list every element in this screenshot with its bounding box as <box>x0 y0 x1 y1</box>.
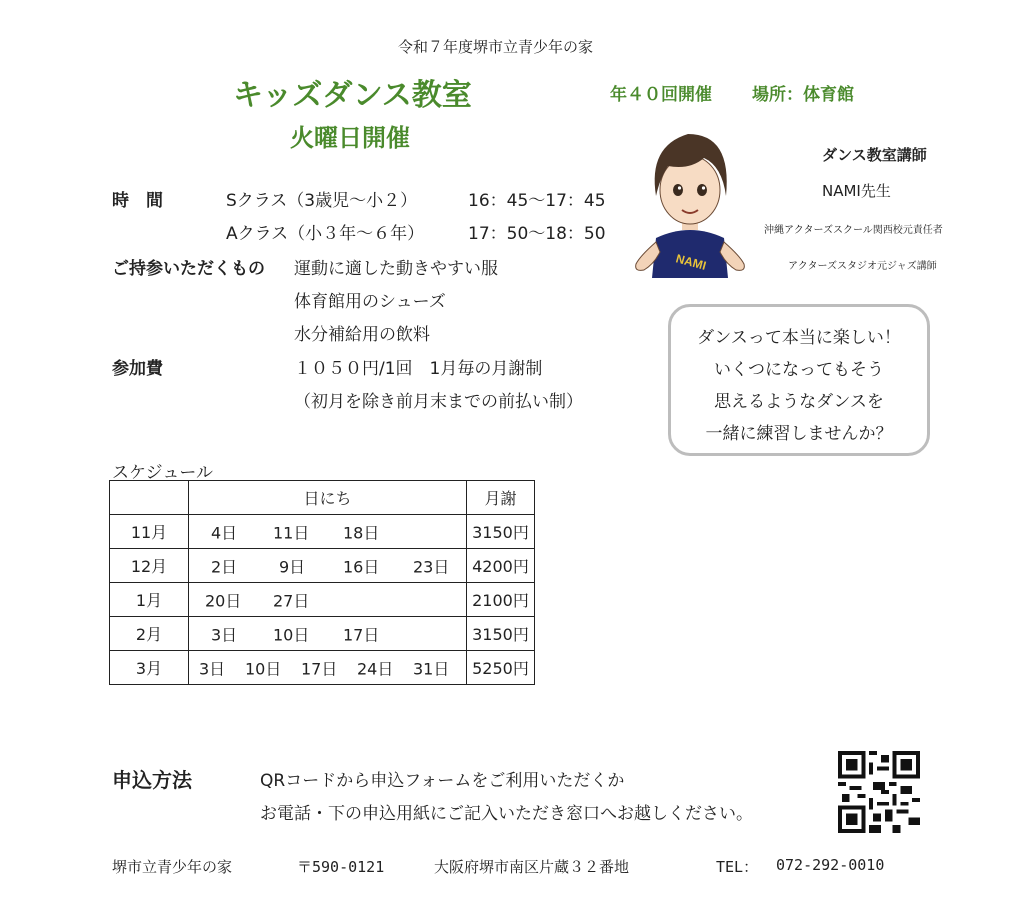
date-item: 31日 <box>413 659 450 678</box>
session-count: 年４０回開催 <box>610 85 712 105</box>
footer-postal: 〒590-0121 <box>297 858 385 876</box>
table-row <box>110 515 535 549</box>
bubble-line-3: 思えるようなダンスを <box>714 392 884 412</box>
fee-cell: 4200円 <box>467 549 535 583</box>
page-subtitle: 火曜日開催 <box>290 124 410 152</box>
footer-address: 大阪府堺市南区片蔵３２番地 <box>434 858 630 876</box>
qr-code-icon[interactable] <box>838 751 920 833</box>
table-row <box>110 549 535 583</box>
fee-line-1: １０５０円/1回 1月毎の月謝制 <box>294 359 543 379</box>
instructor-career-2: アクターズスタジオ元ジャズ講師 <box>788 261 937 272</box>
dates-cell <box>189 651 467 685</box>
instructor-illustration <box>630 126 750 278</box>
date-item: 17日 <box>301 659 338 678</box>
bubble-line-2: いくつになってもそう <box>714 360 884 380</box>
shirt-logo: NAMI <box>674 251 708 273</box>
class-s: Sクラス（3歳児～小２） <box>226 191 418 211</box>
bring-item-3: 水分補給用の飲料 <box>294 325 430 345</box>
apply-label: 申込方法 <box>112 768 192 792</box>
page-title: キッズダンス教室 <box>233 78 472 113</box>
date-item: 17日 <box>343 625 380 644</box>
class-a: Aクラス（小３年～６年） <box>226 224 425 244</box>
schedule-table <box>109 480 535 685</box>
table-header-dates: 日にち <box>189 481 467 515</box>
month-cell: 11月 <box>110 515 189 549</box>
date-item: 10日 <box>273 625 310 644</box>
table-row <box>110 617 535 651</box>
table-header-fee: 月謝 <box>467 481 535 515</box>
time-label: 時 間 <box>112 191 163 211</box>
bring-item-2: 体育館用のシューズ <box>294 292 446 312</box>
month-cell: 3月 <box>110 651 189 685</box>
month-cell: 1月 <box>110 583 189 617</box>
class-a-time: 17：50～18：50 <box>468 224 606 244</box>
bubble-line-1: ダンスって本当に楽しい！ <box>697 328 901 348</box>
schedule-caption: スケジュール <box>112 463 213 483</box>
class-s-time: 16：45～17：45 <box>468 191 606 211</box>
date-item: 9日 <box>279 557 306 576</box>
fee-line-2: （初月を除き前月末までの前払い制） <box>294 392 583 412</box>
date-item: 3日 <box>211 625 238 644</box>
month-cell: 12月 <box>110 549 189 583</box>
date-item: 3日 <box>199 659 226 678</box>
date-item: 20日 <box>205 591 242 610</box>
date-item: 2日 <box>211 557 238 576</box>
date-item: 4日 <box>211 523 238 542</box>
fee-label: 参加費 <box>112 359 163 379</box>
table-header-month <box>110 481 189 515</box>
footer-tel-label: TEL： <box>716 858 759 876</box>
instructor-name: NAMI先生 <box>822 182 891 200</box>
footer-org: 堺市立青少年の家 <box>112 858 233 876</box>
fee-cell: 3150円 <box>467 515 535 549</box>
dates-cell <box>189 515 467 549</box>
instructor-role: ダンス教室講師 <box>822 146 927 164</box>
date-item: 10日 <box>245 659 282 678</box>
apply-line-2: お電話・下の申込用紙にご記入いただき窓口へお越しください。 <box>260 804 753 824</box>
org-year-heading: 令和７年度堺市立青少年の家 <box>398 38 594 56</box>
dates-cell <box>189 617 467 651</box>
date-item: 24日 <box>357 659 394 678</box>
table-row <box>110 583 535 617</box>
footer-tel[interactable]: 072-292-0010 <box>776 856 885 874</box>
instructor-career-1: 沖縄アクターズスクール関西校元責任者 <box>764 225 943 236</box>
table-header-row <box>110 481 535 515</box>
date-item: 23日 <box>413 557 450 576</box>
date-item: 11日 <box>273 523 310 542</box>
bring-label: ご持参いただくもの <box>112 259 265 279</box>
dates-cell <box>189 583 467 617</box>
fee-cell: 3150円 <box>467 617 535 651</box>
date-item: 16日 <box>343 557 380 576</box>
fee-cell: 5250円 <box>467 651 535 685</box>
bring-item-1: 運動に適した動きやすい服 <box>294 259 498 279</box>
date-item: 27日 <box>273 591 310 610</box>
date-item: 18日 <box>343 523 380 542</box>
table-row <box>110 651 535 685</box>
dates-cell <box>189 549 467 583</box>
month-cell: 2月 <box>110 617 189 651</box>
venue: 場所：体育館 <box>752 85 854 105</box>
speech-bubble <box>668 304 930 456</box>
bubble-line-4: 一緒に練習しませんか？ <box>705 424 893 444</box>
fee-cell: 2100円 <box>467 583 535 617</box>
apply-line-1: QRコードから申込フォームをご利用いただくか <box>260 771 625 791</box>
